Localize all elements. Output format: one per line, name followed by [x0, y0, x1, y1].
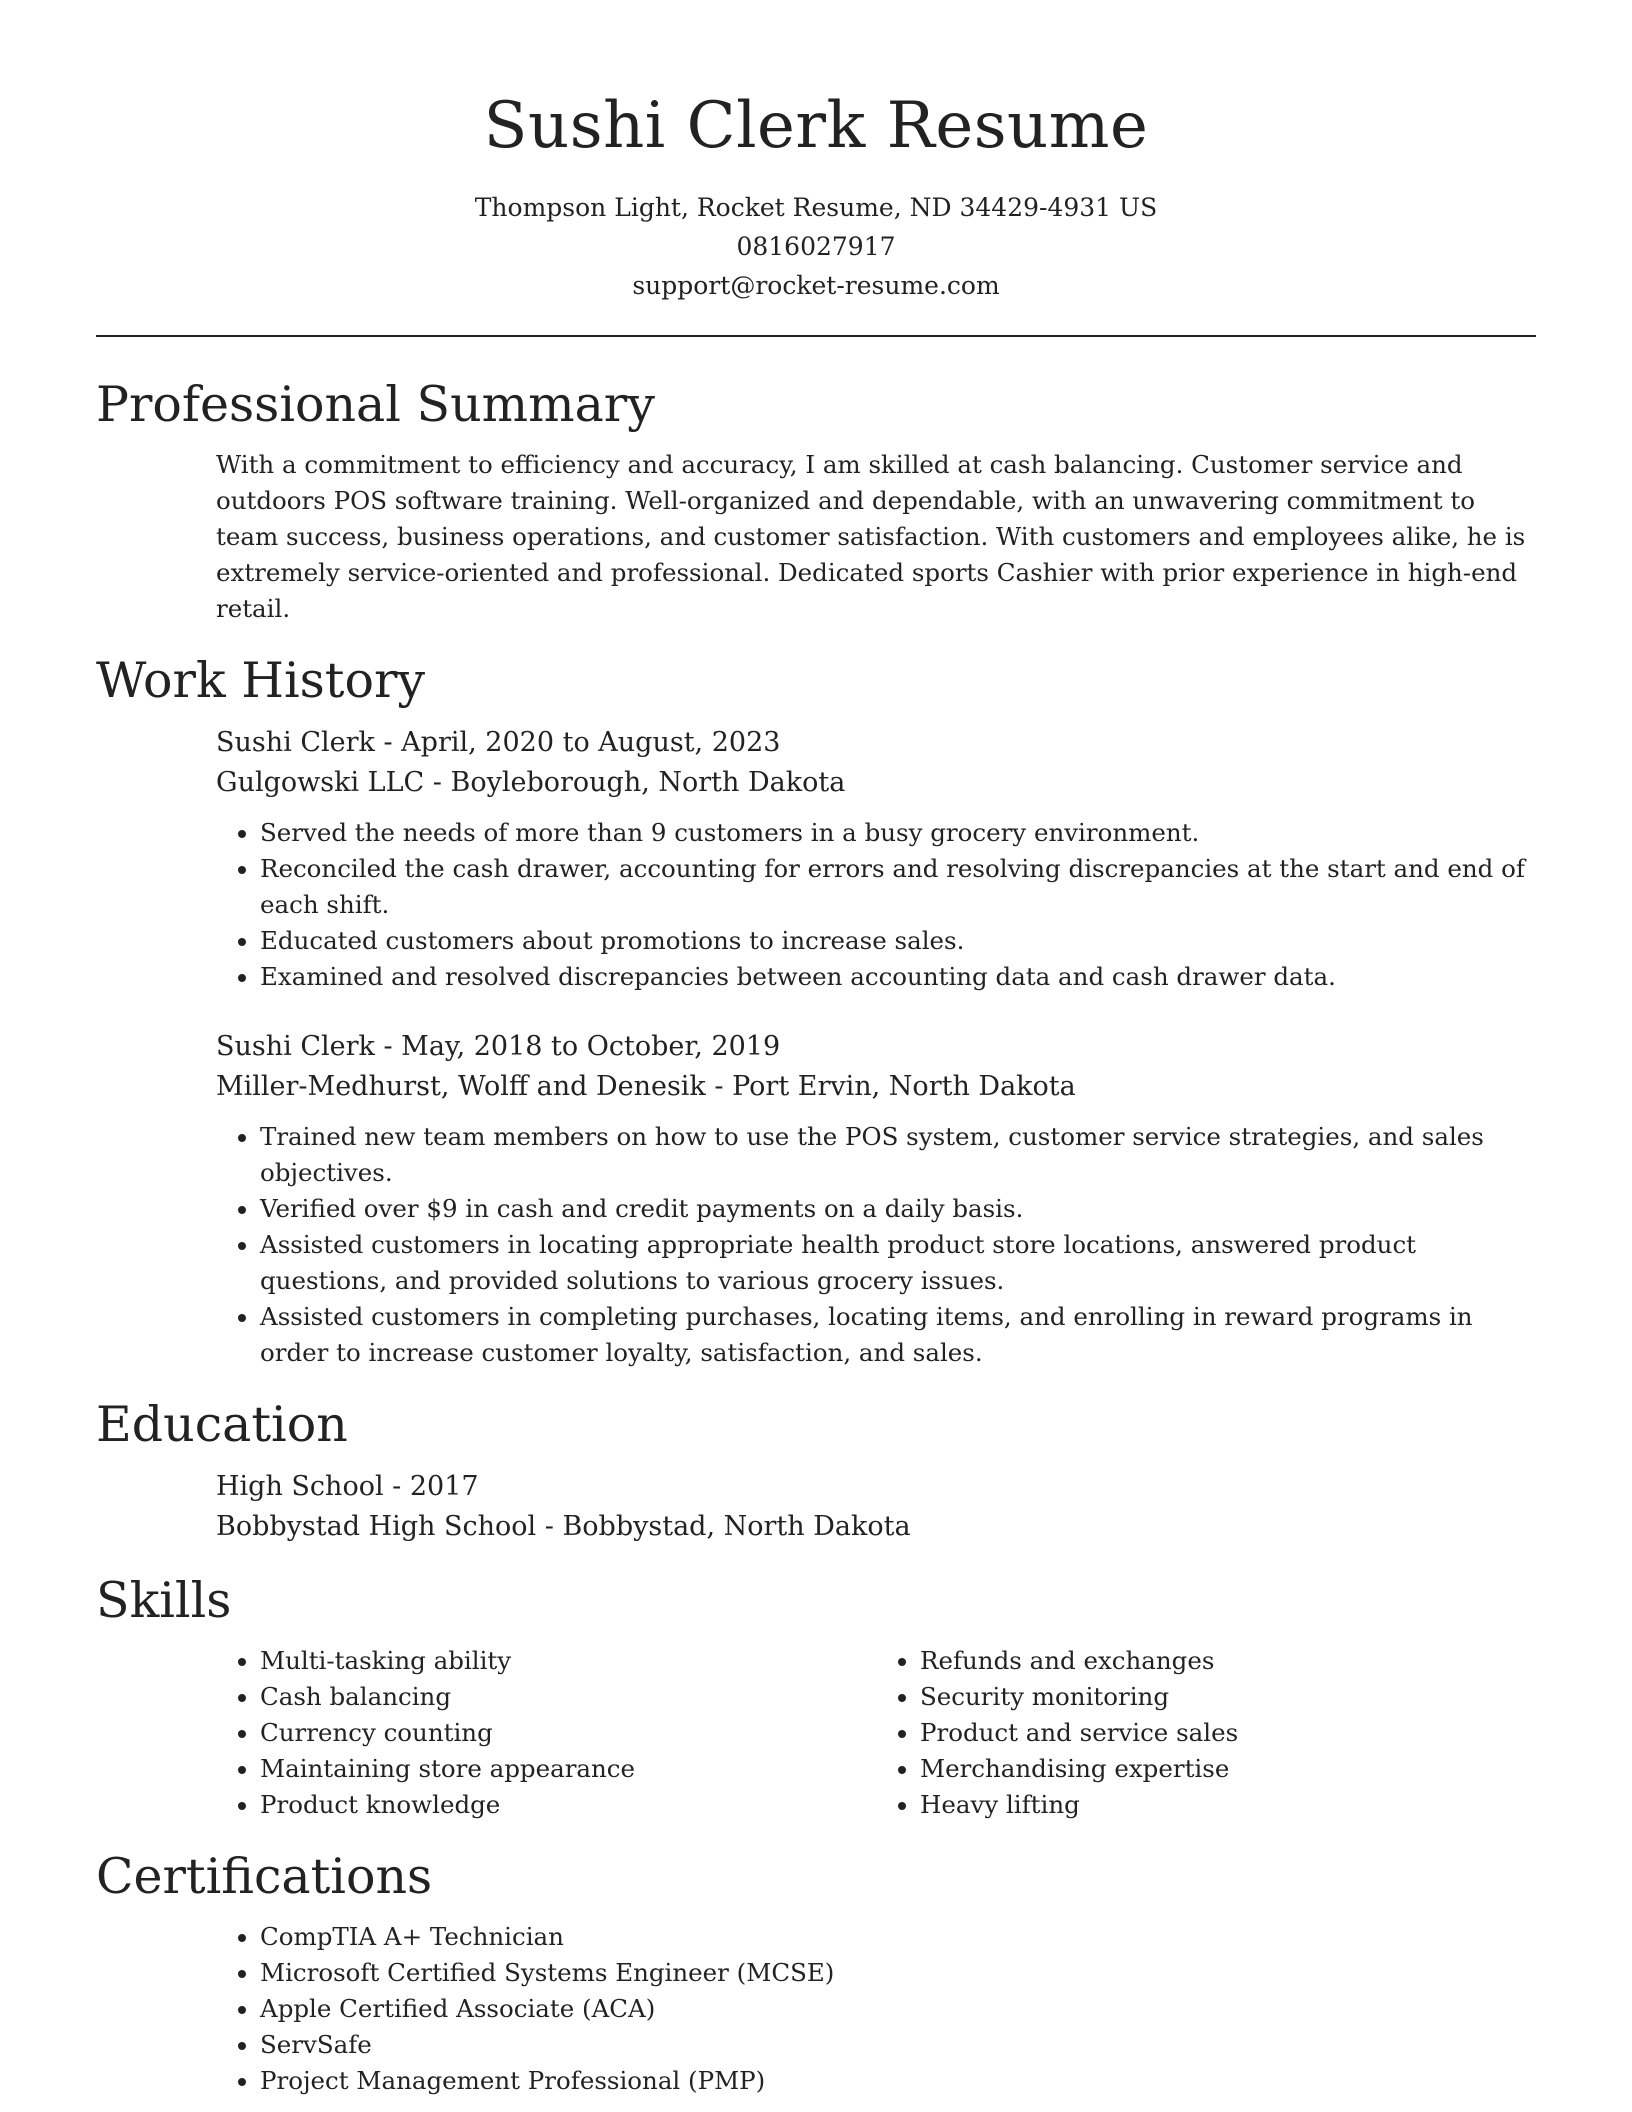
skill-item: • Product knowledge: [260, 1787, 876, 1823]
job-employer-line: Miller-Medhurst, Wolff and Denesik - Port Ervin, North Dakota: [216, 1071, 1076, 1102]
skills-heading: Skills: [96, 1572, 232, 1629]
contact-address: Thompson Light, Rocket Resume, ND 34429-4931 US: [474, 193, 1158, 222]
education-heading: Education: [96, 1396, 348, 1453]
resume-page: [96, 0, 1536, 2099]
skill-item: • Maintaining store appearance: [260, 1751, 876, 1787]
job-bullet: • Reconciled the cash drawer, accounting for errors and resolving discrepancies at the start and end of each shift.: [260, 851, 1536, 923]
skill-item: • Security monitoring: [920, 1679, 1536, 1715]
job-bullets: [216, 1119, 1536, 1371]
summary-body: [216, 447, 1536, 627]
job-bullet: • Educated customers about promotions to increase sales.: [260, 923, 1536, 959]
skill-item: • Heavy lifting: [920, 1787, 1536, 1823]
certification-item: • Microsoft Certified Systems Engineer (MCSE): [260, 1955, 1536, 1991]
education-school-line: Bobbystad High School - Bobbystad, North Dakota: [216, 1511, 911, 1542]
skill-item: • Product and service sales: [920, 1715, 1536, 1751]
job-employer-line: Gulgowski LLC - Boyleborough, North Dakota: [216, 767, 846, 798]
certification-bullets: [216, 1919, 1536, 2099]
contact-phone: 0816027917: [736, 232, 896, 261]
summary-heading: Professional Summary: [96, 376, 655, 433]
contact-block: [96, 188, 1536, 305]
skill-item: • Merchandising expertise: [920, 1751, 1536, 1787]
skill-item: • Cash balancing: [260, 1679, 876, 1715]
work-heading: Work History: [96, 652, 426, 709]
education-degree-line: High School - 2017: [216, 1471, 479, 1502]
education-section: [96, 1395, 1536, 1547]
work-section: [96, 651, 1536, 1371]
certification-item: • CompTIA A+ Technician: [260, 1919, 1536, 1955]
skill-item: • Currency counting: [260, 1715, 876, 1751]
certification-item: • Project Management Professional (PMP): [260, 2063, 1536, 2099]
education-entry: [216, 1467, 1536, 1547]
job-title-line: Sushi Clerk - April, 2020 to August, 2023: [216, 727, 781, 758]
header-divider: [96, 335, 1536, 337]
resume-title: Sushi Clerk Resume: [483, 89, 1149, 163]
certification-item: • Apple Certified Associate (ACA): [260, 1991, 1536, 2027]
skills-list: [216, 1643, 1536, 1823]
contact-email: support@rocket-resume.com: [632, 271, 1000, 300]
certifications-heading: Certifications: [96, 1848, 433, 1905]
summary-section: [96, 375, 1536, 627]
skill-item: • Multi-tasking ability: [260, 1643, 876, 1679]
skills-column-right: [876, 1643, 1536, 1823]
job-bullet: • Assisted customers in locating appropriate health product store locations, answered product questions, and provided solutions to various grocery issues.: [260, 1227, 1536, 1299]
job-title-line: Sushi Clerk - May, 2018 to October, 2019: [216, 1031, 781, 1062]
summary-text: With a commitment to efficiency and accuracy, I am skilled at cash balancing. Customer service and outdoors POS software training. Well-organized and dependable, with an unwavering commitment to team success, business operations, and customer satisfaction. With customers and employees alike, he is extremely service-oriented and professional. Dedicated sports Cashier with prior experience in high-end retail.: [216, 450, 1526, 623]
skills-column-left: [216, 1643, 876, 1823]
job-bullet: • Verified over $9 in cash and credit payments on a daily basis.: [260, 1191, 1536, 1227]
certifications-section: [96, 1847, 1536, 2099]
skill-item: • Refunds and exchanges: [920, 1643, 1536, 1679]
certification-item: • ServSafe: [260, 2027, 1536, 2063]
job-bullet: • Examined and resolved discrepancies between accounting data and cash drawer data.: [260, 959, 1536, 995]
job-bullets: [216, 815, 1536, 995]
resume-header: [96, 0, 1536, 305]
job-entry: [216, 1027, 1536, 1371]
job-entry: [216, 723, 1536, 995]
certifications-list: [216, 1919, 1536, 2099]
job-bullet: • Trained new team members on how to use the POS system, customer service strategies, and sales objectives.: [260, 1119, 1536, 1191]
skills-section: [96, 1571, 1536, 1823]
job-bullet: • Assisted customers in completing purchases, locating items, and enrolling in reward programs in order to increase customer loyalty, satisfaction, and sales.: [260, 1299, 1536, 1371]
job-bullet: • Served the needs of more than 9 customers in a busy grocery environment.: [260, 815, 1536, 851]
